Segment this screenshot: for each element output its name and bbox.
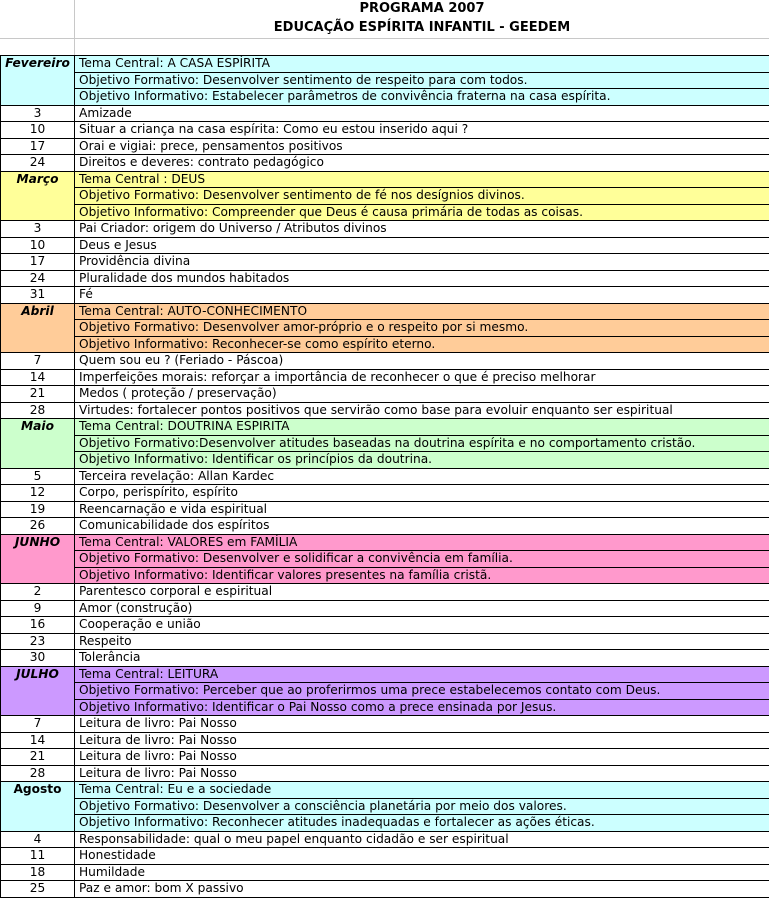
session-row xyxy=(1,600,769,617)
session-row xyxy=(1,237,769,254)
month-name-cell[interactable]: Março xyxy=(1,171,75,221)
session-topic-cell[interactable]: Amor (construção) xyxy=(75,600,769,617)
session-day-cell[interactable]: 2 xyxy=(1,584,75,601)
month-header-row xyxy=(1,798,769,815)
session-topic-cell[interactable]: Paz e amor: bom X passivo xyxy=(75,881,769,898)
session-day-cell[interactable]: 3 xyxy=(1,221,75,238)
month-header-row xyxy=(1,782,769,799)
session-topic-cell[interactable]: Tolerância xyxy=(75,650,769,667)
program-subtitle[interactable]: EDUCAÇÃO ESPÍRITA INFANTIL - GEEDEM xyxy=(273,20,571,35)
session-day-cell[interactable]: 17 xyxy=(1,254,75,271)
month-header-row xyxy=(1,435,769,452)
header-gridline xyxy=(0,38,769,39)
session-row xyxy=(1,584,769,601)
session-row xyxy=(1,221,769,238)
program-title[interactable]: PROGRAMA 2007 xyxy=(359,1,485,16)
month-name-cell[interactable]: JUNHO xyxy=(1,534,75,584)
session-topic-cell[interactable]: Cooperação e união xyxy=(75,617,769,634)
session-row xyxy=(1,386,769,403)
session-row xyxy=(1,881,769,898)
objetivo-formativo-cell[interactable]: Objetivo Formativo: Perceber que ao proferirmos uma prece estabelecemos contato com Deus. xyxy=(75,683,769,700)
session-day-cell[interactable]: 14 xyxy=(1,732,75,749)
session-row xyxy=(1,765,769,782)
objetivo-informativo-cell[interactable]: Objetivo Informativo: Reconhecer-se como espírito eterno. xyxy=(75,336,769,353)
session-day-cell[interactable]: 12 xyxy=(1,485,75,502)
session-day-cell[interactable]: 4 xyxy=(1,831,75,848)
session-day-cell[interactable]: 18 xyxy=(1,864,75,881)
session-day-cell[interactable]: 7 xyxy=(1,716,75,733)
session-topic-cell[interactable]: Respeito xyxy=(75,633,769,650)
session-row xyxy=(1,749,769,766)
tema-central-cell[interactable]: Tema Central: VALORES em FAMÍLIA xyxy=(75,534,769,551)
session-topic-cell[interactable]: Honestidade xyxy=(75,848,769,865)
month-header-row xyxy=(1,204,769,221)
objetivo-formativo-cell[interactable]: Objetivo Formativo: Desenvolver amor-próprio e o respeito por si mesmo. xyxy=(75,320,769,337)
tema-central-cell[interactable]: Tema Central: A CASA ESPÍRITA xyxy=(75,56,769,73)
month-header-row xyxy=(1,699,769,716)
month-header-row xyxy=(1,683,769,700)
session-topic-cell[interactable]: Imperfeições morais: reforçar a importância de reconhecer o que é preciso melhorar xyxy=(75,369,769,386)
objetivo-informativo-cell[interactable]: Objetivo Informativo: Identificar o Pai Nosso como a prece ensinada por Jesus. xyxy=(75,699,769,716)
month-name-cell[interactable]: Fevereiro xyxy=(1,56,75,106)
session-row xyxy=(1,468,769,485)
session-topic-cell[interactable]: Leitura de livro: Pai Nosso xyxy=(75,749,769,766)
session-topic-cell[interactable]: Reencarnação e vida espiritual xyxy=(75,501,769,518)
session-row xyxy=(1,287,769,304)
objetivo-informativo-cell[interactable]: Objetivo Informativo: Identificar valores presentes na família cristã. xyxy=(75,567,769,584)
session-day-cell[interactable]: 3 xyxy=(1,105,75,122)
session-row xyxy=(1,369,769,386)
session-topic-cell[interactable]: Pai Criador: origem do Universo / Atributos divinos xyxy=(75,221,769,238)
session-row xyxy=(1,617,769,634)
session-topic-cell[interactable]: Parentesco corporal e espiritual xyxy=(75,584,769,601)
session-row xyxy=(1,485,769,502)
session-day-cell[interactable]: 10 xyxy=(1,122,75,139)
session-topic-cell[interactable]: Amizade xyxy=(75,105,769,122)
session-topic-cell[interactable]: Virtudes: fortalecer pontos positivos que servirão como base para evoluir enquanto ser espiritual xyxy=(75,402,769,419)
session-topic-cell[interactable]: Fé xyxy=(75,287,769,304)
session-row xyxy=(1,353,769,370)
session-row xyxy=(1,518,769,535)
month-header-row xyxy=(1,56,769,73)
session-day-cell[interactable]: 28 xyxy=(1,402,75,419)
month-header-row xyxy=(1,320,769,337)
objetivo-formativo-cell[interactable]: Objetivo Formativo: Desenvolver sentimento de fé nos desígnios divinos. xyxy=(75,188,769,205)
session-day-cell[interactable]: 19 xyxy=(1,501,75,518)
session-row xyxy=(1,254,769,271)
objetivo-informativo-cell[interactable]: Objetivo Informativo: Estabelecer parâmetros de convivência fraterna na casa espírita. xyxy=(75,89,769,106)
session-row xyxy=(1,122,769,139)
session-row xyxy=(1,831,769,848)
session-day-cell[interactable]: 5 xyxy=(1,468,75,485)
objetivo-formativo-cell[interactable]: Objetivo Formativo: Desenvolver sentimento de respeito para com todos. xyxy=(75,72,769,89)
objetivo-formativo-cell[interactable]: Objetivo Formativo: Desenvolver e solidificar a convivência em família. xyxy=(75,551,769,568)
session-row xyxy=(1,138,769,155)
month-header-row xyxy=(1,419,769,436)
session-topic-cell[interactable]: Comunicabilidade dos espíritos xyxy=(75,518,769,535)
month-name-cell[interactable]: Abril xyxy=(1,303,75,353)
month-name-cell[interactable]: JULHO xyxy=(1,666,75,716)
session-topic-cell[interactable]: Deus e Jesus xyxy=(75,237,769,254)
session-day-cell[interactable]: 16 xyxy=(1,617,75,634)
session-day-cell[interactable]: 17 xyxy=(1,138,75,155)
session-topic-cell[interactable]: Orai e vigiai: prece, pensamentos positivos xyxy=(75,138,769,155)
session-topic-cell[interactable]: Humildade xyxy=(75,864,769,881)
objetivo-informativo-cell[interactable]: Objetivo Informativo: Compreender que Deus é causa primária de todas as coisas. xyxy=(75,204,769,221)
session-day-cell[interactable]: 28 xyxy=(1,765,75,782)
month-header-row xyxy=(1,188,769,205)
session-day-cell[interactable]: 21 xyxy=(1,386,75,403)
session-topic-cell[interactable]: Leitura de livro: Pai Nosso xyxy=(75,716,769,733)
month-header-row xyxy=(1,551,769,568)
session-topic-cell[interactable]: Terceira revelação: Allan Kardec xyxy=(75,468,769,485)
month-header-row xyxy=(1,666,769,683)
session-day-cell[interactable]: 11 xyxy=(1,848,75,865)
session-row xyxy=(1,864,769,881)
tema-central-cell[interactable]: Tema Central: Eu e a sociedade xyxy=(75,782,769,799)
objetivo-formativo-cell[interactable]: Objetivo Formativo:Desenvolver atitudes baseadas na doutrina espírita e no comportamento cristão. xyxy=(75,435,769,452)
session-day-cell[interactable]: 26 xyxy=(1,518,75,535)
session-topic-cell[interactable]: Situar a criança na casa espírita: Como eu estou inserido aqui ? xyxy=(75,122,769,139)
session-day-cell[interactable]: 14 xyxy=(1,369,75,386)
session-row xyxy=(1,633,769,650)
session-row xyxy=(1,716,769,733)
session-day-cell[interactable]: 23 xyxy=(1,633,75,650)
session-row xyxy=(1,402,769,419)
session-day-cell[interactable]: 10 xyxy=(1,237,75,254)
session-day-cell[interactable]: 30 xyxy=(1,650,75,667)
session-topic-cell[interactable]: Leitura de livro: Pai Nosso xyxy=(75,732,769,749)
session-day-cell[interactable]: 25 xyxy=(1,881,75,898)
session-day-cell[interactable]: 31 xyxy=(1,287,75,304)
session-day-cell[interactable]: 7 xyxy=(1,353,75,370)
sheet-header xyxy=(0,0,769,55)
session-row xyxy=(1,155,769,172)
session-topic-cell[interactable]: Pluralidade dos mundos habitados xyxy=(75,270,769,287)
session-day-cell[interactable]: 24 xyxy=(1,270,75,287)
session-row xyxy=(1,105,769,122)
session-row xyxy=(1,270,769,287)
month-header-row xyxy=(1,72,769,89)
month-header-row xyxy=(1,303,769,320)
month-header-row xyxy=(1,89,769,106)
session-topic-cell[interactable]: Responsabilidade: qual o meu papel enquanto cidadão e ser espiritual xyxy=(75,831,769,848)
session-topic-cell[interactable]: Providência divina xyxy=(75,254,769,271)
month-name-cell[interactable]: Maio xyxy=(1,419,75,469)
tema-central-cell[interactable]: Tema Central : DEUS xyxy=(75,171,769,188)
session-topic-cell[interactable]: Direitos e deveres: contrato pedagógico xyxy=(75,155,769,172)
session-day-cell[interactable]: 21 xyxy=(1,749,75,766)
month-name-cell[interactable]: Agosto xyxy=(1,782,75,832)
session-row xyxy=(1,501,769,518)
objetivo-informativo-cell[interactable]: Objetivo Informativo: Identificar os princípios da doutrina. xyxy=(75,452,769,469)
session-day-cell[interactable]: 9 xyxy=(1,600,75,617)
session-topic-cell[interactable]: Quem sou eu ? (Feriado - Páscoa) xyxy=(75,353,769,370)
month-header-row xyxy=(1,534,769,551)
objetivo-informativo-cell[interactable]: Objetivo Informativo: Reconhecer atitudes inadequadas e fortalecer as ações éticas. xyxy=(75,815,769,832)
session-topic-cell[interactable]: Corpo, perispírito, espírito xyxy=(75,485,769,502)
month-header-row xyxy=(1,452,769,469)
tema-central-cell[interactable]: Tema Central: AUTO-CONHECIMENTO xyxy=(75,303,769,320)
month-header-row xyxy=(1,336,769,353)
month-header-row xyxy=(1,171,769,188)
session-row xyxy=(1,732,769,749)
month-header-row xyxy=(1,567,769,584)
session-topic-cell[interactable]: Leitura de livro: Pai Nosso xyxy=(75,765,769,782)
session-row xyxy=(1,848,769,865)
session-row xyxy=(1,650,769,667)
tema-central-cell[interactable]: Tema Central: LEITURA xyxy=(75,666,769,683)
program-table xyxy=(0,55,769,898)
session-day-cell[interactable]: 24 xyxy=(1,155,75,172)
objetivo-formativo-cell[interactable]: Objetivo Formativo: Desenvolver a consciência planetária por meio dos valores. xyxy=(75,798,769,815)
session-topic-cell[interactable]: Medos ( proteção / preservação) xyxy=(75,386,769,403)
tema-central-cell[interactable]: Tema Central: DOUTRINA ESPIRITA xyxy=(75,419,769,436)
month-header-row xyxy=(1,815,769,832)
